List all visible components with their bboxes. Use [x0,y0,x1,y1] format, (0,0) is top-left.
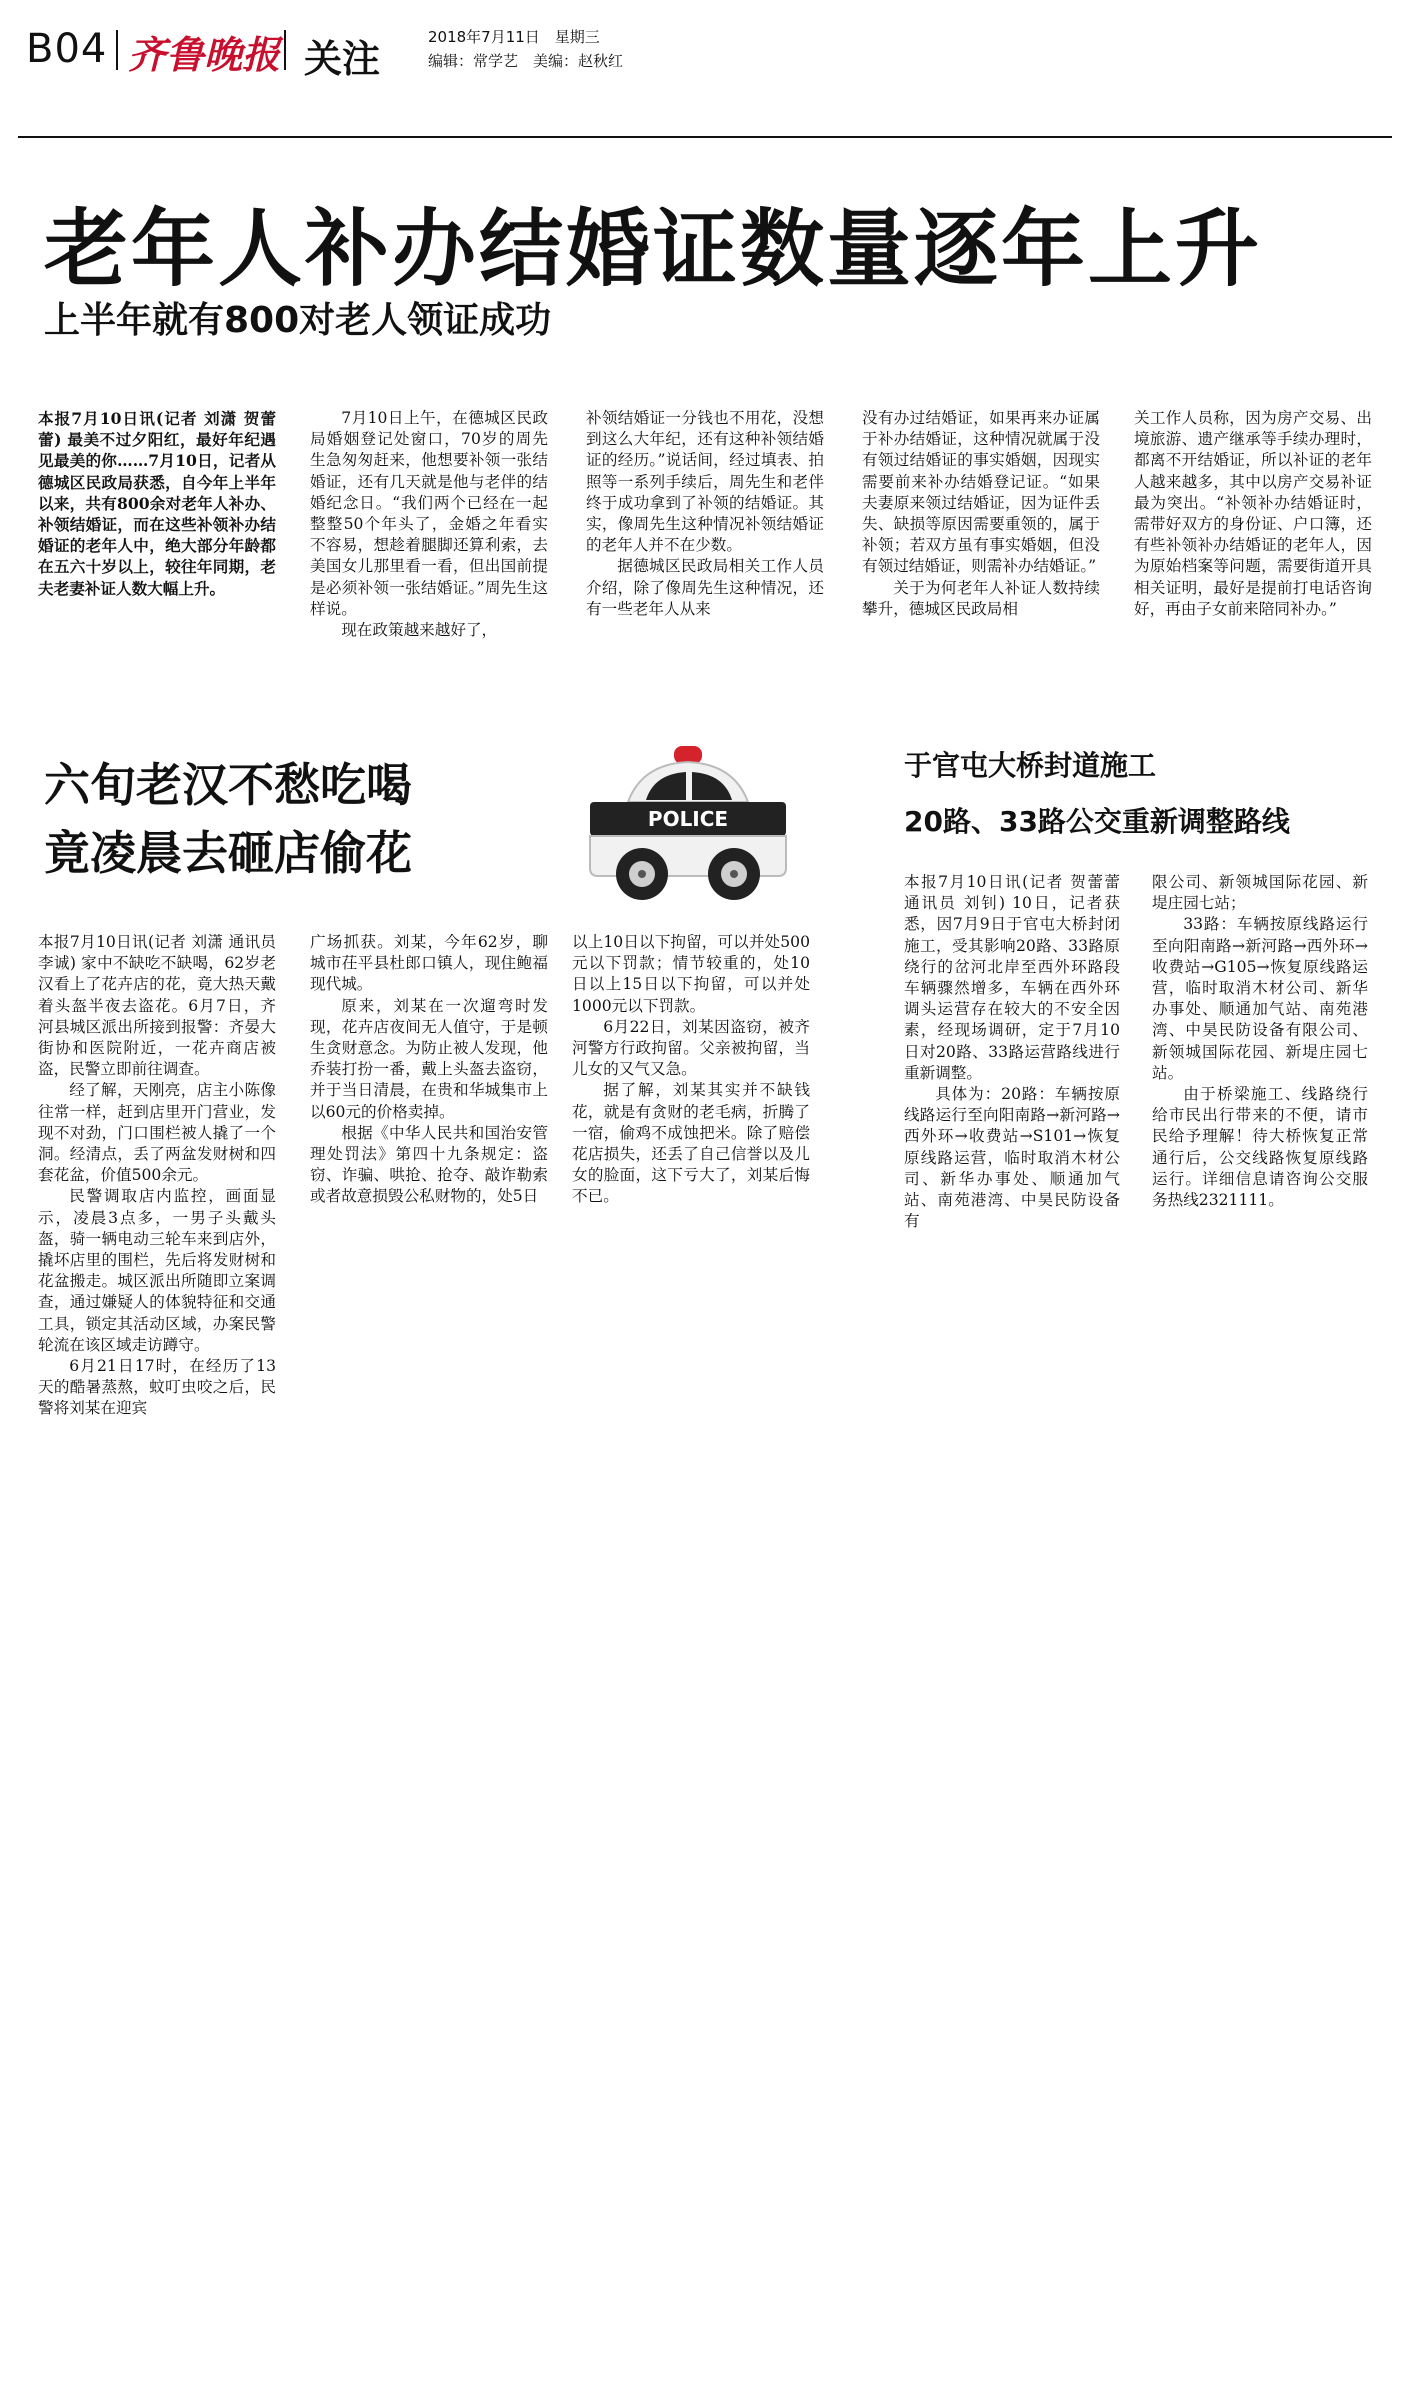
story2-column-3 [572,932,810,1272]
paragraph: 根据《中华人民共和国治安管理处罚法》第四十九条规定：盗窃、诈骗、哄抢、抢夺、敲诈勒索或者故意损毁公私财物的，处5日 [310,1123,548,1206]
story1-column-3 [586,408,824,698]
paragraph: 本报7月10日讯(记者 刘潇 通讯员 李诚) 家中不缺吃不缺喝，62岁老汉看上了花卉店的花，竟大热天戴着头盔半夜去盗花。6月7日，齐河县城区派出所接到报警：齐晏大街协和医院附近，一花卉商店被盗，民警立即前往调查。 [38,933,276,1079]
paragraph: 补领结婚证一分钱也不用花，没想到这么大年纪，还有这种补领结婚证的经历。”说话间，经过填表、拍照等一系列手续后，周先生和老伴终于成功拿到了补领的结婚证。其实，像周先生这种情况补领结婚证的老年人并不在少数。 [586,409,824,555]
story1-column-2 [310,408,548,698]
story3-column-1 [904,872,1120,1302]
paragraph: 民警调取店内监控，画面显示，凌晨3点多，一男子头戴头盔，骑一辆电动三轮车来到店外，撬坏店里的围栏，先后将发财树和花盆搬走。城区派出所随即立案调查，通过嫌疑人的体貌特征和交通工具，锁定其活动区域，办案民警轮流在该区域走访蹲守。 [38,1187,276,1354]
paragraph: 据了解，刘某其实并不缺钱花，就是有贪财的老毛病，折腾了一宿，偷鸡不成蚀把米。除了赔偿花店损失，还丢了自己信誉以及儿女的脸面，这下亏大了，刘某后悔不已。 [572,1081,810,1206]
paragraph: 具体为：20路：车辆按原线路运行至向阳南路→新河路→西外环→收费站→S101→恢复原线路运营，临时取消木材公司、新华办事处、顺通加气站、南苑港湾、中昊民防设备有 [904,1085,1120,1231]
story2-column-1 [38,932,276,1588]
police-car-icon [582,746,794,906]
paragraph: 没有办过结婚证，如果再来办证属于补办结婚证，这种情况就属于没有领过结婚证的事实婚姻，因现实需要前来补办结婚登记证。“如果夫妻原来领过结婚证，因为证件丢失、缺损等原因需要重领的，属于补领；若双方虽有事实婚姻，但没有领过结婚证，则需补办结婚证。” [862,409,1100,576]
story1-column-4 [862,408,1100,698]
paragraph: 关工作人员称，因为房产交易、出境旅游、遗产继承等手续办理时，都离不开结婚证，所以补证的老年人越来越多，其中以房产交易补证最为突出。“补领补办结婚证时，需带好双方的身份证、户口簿，还有些补领补办结婚证的老年人，因为原始档案等问题，需要街道开具相关证明，最好是提前打电话咨询好，再由子女前来陪同补办。” [1134,409,1372,618]
paragraph: 33路：车辆按原线路运行至向阳南路→新河路→西外环→收费站→G105→恢复原线路运营，临时取消木材公司、新华办事处、顺通加气站、南苑港湾、中昊民防设备有限公司、新领城国际花园、新堤庄园七站。 [1152,915,1368,1082]
paragraph: 广场抓获。刘某，今年62岁，聊城市茌平县杜郎口镇人，现住鲍福现代城。 [310,933,548,994]
police-label: POLICE [647,807,729,831]
story1-column-1 [38,408,276,698]
paragraph: 7月10日上午，在德城区民政局婚姻登记处窗口，70岁的周先生急匆匆赶来，他想要补领一张结婚证，还有几天就是他与老伴的结婚纪念日。“我们两个已经在一起整整50个年头了，金婚之年看实不容易，想趁着腿脚还算利索，去美国女儿那里看一看，但出国前提是必须补领一张结婚证。”周先生这样说。 [310,409,548,618]
header-rule [18,136,1392,138]
editor-credits: 编辑：常学艺 美编：赵秋红 [428,52,624,70]
story2-column-2 [310,932,548,1272]
paragraph: 6月21日17时，在经历了13天的酷暑蒸熬，蚊叮虫咬之后，民警将刘某在迎宾 [38,1357,276,1418]
paragraph: 6月22日，刘某因盗窃，被齐河警方行政拘留。父亲被拘留，当儿女的又气又急。 [572,1017,810,1079]
header-divider [284,30,286,70]
issue-date: 2018年7月11日 星期三 [428,28,600,46]
paragraph: 关于为何老年人补证人数持续攀升，德城区民政局相 [862,578,1100,618]
page-number: B04 [26,26,108,72]
paragraph: 现在政策越来越好了， [341,621,498,640]
paragraph: 据德城区民政局相关工作人员介绍，除了像周先生这种情况，还有一些老年人从来 [586,557,824,618]
story1-column-5 [1134,408,1372,698]
story3-headline-line2: 20路、33路公交重新调整路线 [904,805,1290,838]
paragraph: 由于桥梁施工、线路绕行给市民出行带来的不便，请市民给予理解！待大桥恢复正常通行后，公交线路恢复原线路运行。详细信息请咨询公交服务热线2321111。 [1152,1085,1368,1210]
paragraph: 经了解，天刚亮，店主小陈像往常一样，赶到店里开门营业，发现不对劲，门口围栏被人撬了一个洞。经清点，丢了两盆发财树和四套花盆，价值500余元。 [38,1081,276,1185]
paragraph: 本报7月10日讯(记者 贺蕾蕾 通讯员 刘钊) 10日，记者获悉，因7月9日于官屯大桥封闭施工，受其影响20路、33路原绕行的岔河北岸至西外环路段车辆骤然增多，车辆在西外环调头运营存在较大的不安全因素，经现场调研，定于7月10日对20路、33路运营路线进行重新调整。 [904,873,1120,1082]
paragraph: 以上10日以下拘留，可以并处500元以下罚款；情节较重的，处10日以上15日以下拘留，可以并处1000元以下罚款。 [572,933,810,1015]
story2-headline-line1: 六旬老汉不愁吃喝 [44,758,412,812]
story3-headline-line1: 于官屯大桥封道施工 [904,749,1157,782]
section-title: 关注 [304,37,381,81]
paragraph: 本报7月10日讯(记者 刘潇 贺蕾蕾) 最美不过夕阳红，最好年纪遇见最美的你……7月10日，记者从德城区民政局获悉，自今年上半年以来，共有800余对老年人补办、补领结婚证，而在这些补领补办结婚证的老年人中，绝大部分年龄都在五六十岁以上，较往年同期，老夫老妻补证人数大幅上升。 [38,409,276,598]
paper-logo: 齐鲁晚报 [128,32,281,77]
headline: 老年人补办结婚证数量逐年上升 [44,200,1263,298]
header-divider [116,30,118,70]
subheadline: 上半年就有800对老人领证成功 [44,300,552,341]
story2-headline-line2: 竟凌晨去砸店偷花 [44,826,412,880]
paragraph: 原来，刘某在一次遛弯时发现，花卉店夜间无人值守，于是顿生贪财意念。为防止被人发现，他乔装打扮一番，戴上头盔去盗窃，并于当日清晨，在贵和华城集市上以60元的价格卖掉。 [310,996,548,1121]
paragraph: 限公司、新领城国际花园、新堤庄园七站； [1152,873,1368,913]
story3-column-2 [1152,872,1368,1302]
